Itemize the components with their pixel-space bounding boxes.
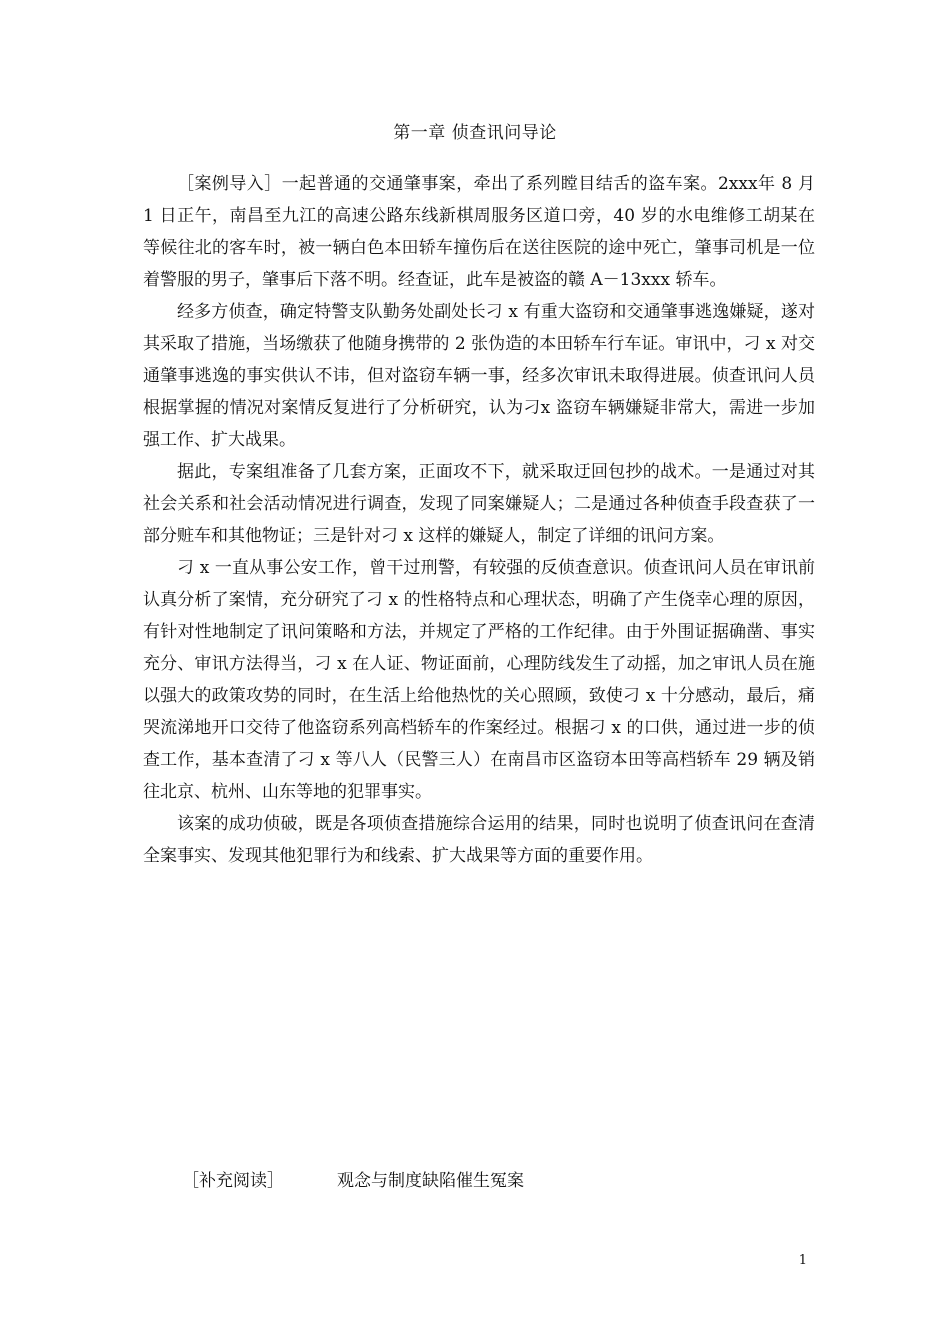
supplement-reading bbox=[182, 1166, 524, 1191]
paragraph-conclusion: 该案的成功侦破，既是各项侦查措施综合运用的结果，同时也说明了侦查讯问在查清全案事实、发现其他犯罪行为和线索、扩大战果等方面的重要作用。 bbox=[143, 814, 815, 866]
supplement-label: ［补充阅读］ bbox=[182, 1171, 284, 1191]
page-number: 1 bbox=[798, 1253, 807, 1268]
paragraph-case-intro: ［案例导入］一起普通的交通肇事案，牵出了系列瞠目结舌的盗车案。2xxx年 8 月 1 日正午，南昌至九江的高速公路东线新棋周服务区道口旁，40 岁的水电维修工胡某在等候往北的客车时，被一辆白色本田轿车撞伤后在送往医院的途中死亡，肇事司机是一位着警服的男子，肇事后下落不明。经查证，此车是被盗的赣 A－13xxx 轿车。 bbox=[143, 174, 815, 290]
chapter-title: 第一章 侦查讯问导论 bbox=[393, 123, 557, 143]
paragraph-strategy: 据此，专案组准备了几套方案，正面攻不下，就采取迂回包抄的战术。一是通过对其社会关系和社会活动情况进行调查，发现了同案嫌疑人；二是通过各种侦查手段查获了一部分赃车和其他物证；三是针对刁 x 这样的嫌疑人，制定了详细的讯问方案。 bbox=[143, 462, 815, 546]
supplement-title: 观念与制度缺陷催生冤案 bbox=[337, 1171, 524, 1191]
paragraph-investigation: 经多方侦查，确定特警支队勤务处副处长刁 x 有重大盗窃和交通肇事逃逸嫌疑，遂对其采取了措施，当场缴获了他随身携带的 2 张伪造的本田轿车行车证。审讯中，刁 x 对交通肇事逃逸的事实供认不讳，但对盗窃车辆一事，经多次审讯未取得进展。侦查讯问人员根据掌握的情况对案情反复进行了分析研究，认为刁x 盗窃车辆嫌疑非常大，需进一步加强工作、扩大战果。 bbox=[143, 302, 815, 450]
paragraph-interrogation: 刁 x 一直从事公安工作，曾干过刑警，有较强的反侦查意识。侦查讯问人员在审讯前认真分析了案情，充分研究了刁 x 的性格特点和心理状态，明确了产生侥幸心理的原因，有针对性地制定了讯问策略和方法，并规定了严格的工作纪律。由于外围证据确凿、事实充分、审讯方法得当，刁 x 在人证、物证面前，心理防线发生了动摇，加之审讯人员在施以强大的政策攻势的同时，在生活上给他热忱的关心照顾，致使刁 x 十分感动，最后，痛哭流涕地开口交待了他盗窃系列高档轿车的作案经过。根据刁 x 的口供，通过进一步的侦查工作，基本查清了刁 x 等八人（民警三人）在南昌市区盗窃本田等高档轿车 29 辆及销往北京、杭州、山东等地的犯罪事实。 bbox=[143, 558, 815, 802]
body-text bbox=[143, 168, 815, 872]
